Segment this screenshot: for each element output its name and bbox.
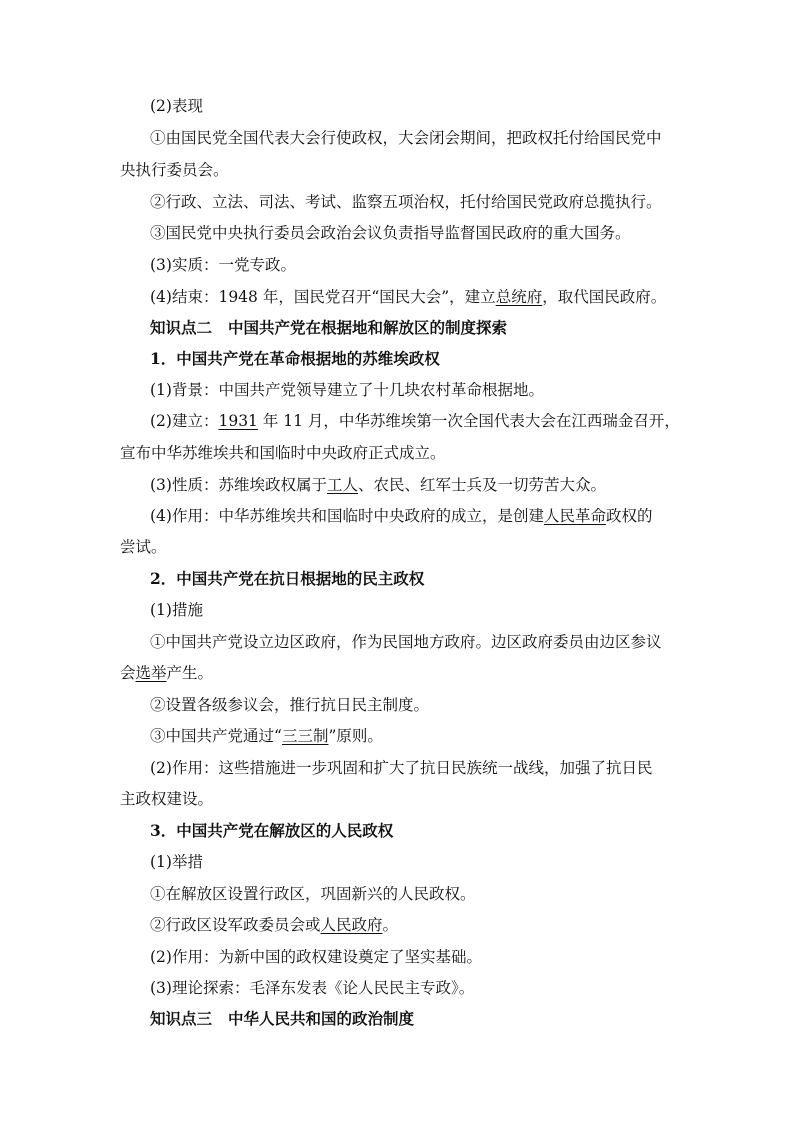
underlined-term: 1931	[218, 412, 258, 430]
underlined-term: 总统府	[495, 288, 543, 306]
paragraph-line: ③中国共产党通过“三三制”原则。	[150, 727, 383, 745]
paragraph-line: (1)举措	[150, 853, 203, 871]
subsection-heading: 2．中国共产党在抗日根据地的民主政权	[150, 569, 425, 588]
paragraph-line: ①在解放区设置行政区，巩固新兴的人民政权。	[150, 885, 476, 903]
paragraph-line: ①中国共产党设立边区政府，作为民国地方政府。边区政府委员由边区参议	[150, 633, 662, 651]
paragraph-line: (2)作用：这些措施进一步巩固和扩大了抗日民族统一战线，加强了抗日民	[150, 759, 653, 777]
paragraph-line: 尝试。	[120, 538, 167, 556]
paragraph-line: 会选举产生。	[120, 664, 214, 682]
paragraph-line: 央执行委员会。	[120, 161, 229, 179]
paragraph-line: (1)背景：中国共产党领导建立了十几块农村革命根据地。	[150, 381, 544, 399]
paragraph-line: (1)措施	[150, 601, 203, 619]
paragraph-line: (3)实质：一党专政。	[150, 256, 296, 274]
subheading-manifestation: (2)表现	[150, 97, 203, 115]
paragraph-line: (3)性质：苏维埃政权属于工人、农民、红军士兵及一切劳苦大众。	[150, 476, 606, 494]
paragraph-line: (2)作用：为新中国的政权建设奠定了坚实基础。	[150, 948, 482, 966]
section-heading-knowledge-point-2: 知识点二 中国共产党在根据地和解放区的制度探索	[150, 318, 508, 337]
underlined-term: 工人	[326, 476, 358, 494]
underlined-term: 人民政府	[320, 916, 383, 934]
underlined-term: 三三制	[281, 727, 329, 745]
section-heading-knowledge-point-3: 知识点三 中华人民共和国的政治制度	[150, 1009, 415, 1028]
subsection-heading: 3．中国共产党在解放区的人民政权	[150, 821, 394, 840]
paragraph-line: (2)建立：1931 年 11 月，中华苏维埃第一次全国代表大会在江西瑞金召开，	[150, 412, 680, 430]
underlined-term: 人民革命	[543, 507, 606, 525]
paragraph-line: ②设置各级参议会，推行抗日民主制度。	[150, 696, 430, 714]
paragraph-line: (4)结束：1948 年，国民党召开“国民大会”，建立总统府，取代国民政府。	[150, 288, 667, 306]
paragraph-line: ②行政区设军政委员会或人民政府。	[150, 916, 399, 934]
underlined-term: 选举	[135, 664, 167, 682]
paragraph-line: ①由国民党全国代表大会行使政权，大会闭会期间，把政权托付给国民党中	[150, 129, 662, 147]
paragraph-line: 宣布中华苏维埃共和国临时中央政府正式成立。	[120, 444, 446, 462]
paragraph-line: (3)理论探索：毛泽东发表《论人民民主专政》。	[150, 979, 475, 997]
paragraph-line: 主政权建设。	[120, 790, 214, 808]
subsection-heading: 1．中国共产党在革命根据地的苏维埃政权	[150, 349, 440, 368]
paragraph-line: ②行政、立法、司法、考试、监察五项治权，托付给国民党政府总揽执行。	[150, 193, 662, 211]
paragraph-line: (4)作用：中华苏维埃共和国临时中央政府的成立，是创建人民革命政权的	[150, 507, 653, 525]
paragraph-line: ③国民党中央执行委员会政治会议负责指导监督国民政府的重大国务。	[150, 224, 631, 242]
